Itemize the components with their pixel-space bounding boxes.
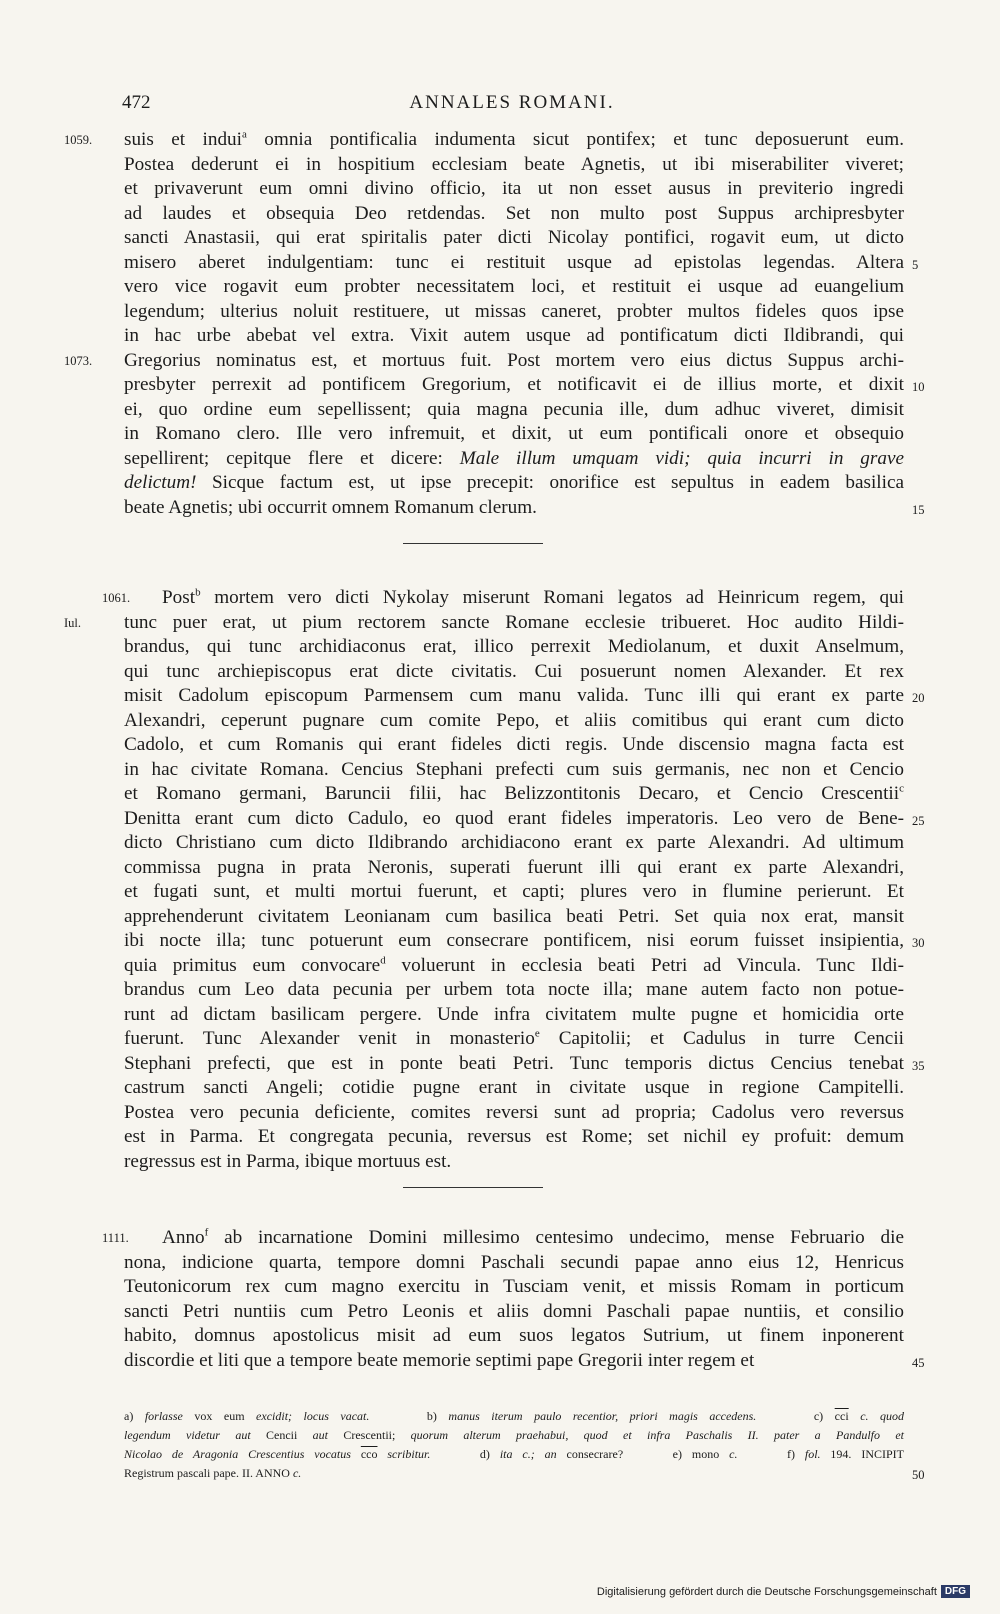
text-line: est in Parma. Et congregata pecunia, reversus est Rome; set nichil ey profuit: demum (124, 1126, 904, 1147)
section-separator (403, 543, 543, 544)
section-1061 (64, 586, 925, 1174)
text-line: sepellirent; cepitque flere et dicere: Male illum umquam vidi; quia incurri in grave (124, 447, 904, 469)
text-line: in Romano clero. Ille vero infremuit, et dixit, ut eum pontificali onore et obsequio (124, 423, 904, 444)
text-line: misero aberet indulgentiam: tunc ei restituit usque ad epistolas legendas. Altera 5 (124, 251, 904, 276)
text-line: fuerunt. Tunc Alexander venit in monasterio$^e$ Capitolii; et Cadulus in turre Cencii (124, 1027, 904, 1049)
text-line: brandus, qui tunc archidiaconus erat, illico perrexit Mediolanum, et duxit Anselmum, (124, 636, 904, 657)
dfg-logo: DFG (941, 1585, 970, 1598)
section-separator (403, 1187, 543, 1188)
footnotes (124, 1407, 925, 1483)
text-line: sancti Anastasii, qui erat spiritalis pater dicti Nicolay pontifici, rogavit eum, ut dicto (124, 227, 904, 248)
margin-year: 1061. (102, 591, 131, 605)
text-line: ad laudes et obsequia Deo retdendas. Set non multo post Suppus archipresbyter (124, 202, 904, 224)
margin-year: 1059. (64, 133, 93, 147)
text-line: Postea dederunt ei in hospitium ecclesiam beate Agnetis, ut ibi miserabiliter viveret; (124, 153, 904, 175)
text-line: sancti Petri nuntiis cum Petro Leonis et aliis domni Paschali papae nuntiis, et consilio (124, 1300, 904, 1322)
page-number: 472 (122, 92, 151, 113)
line-number: 15 (912, 502, 925, 517)
text-line: Stephani prefecti, que est in ponte beati Petri. Tunc temporis dictus Cencius tenebat 35 (124, 1052, 904, 1077)
text-line: delictum! Sicque factum est, ut ipse precepit: onorifice est sepultus in eadem basilica (124, 472, 904, 493)
text-line: Teutonicorum rex cum magno exercitu in Tusciam venit, et missis Romam in porticum (124, 1276, 904, 1297)
text-line: habito, domnus apostolicus misit ad eum suos legatos Sutrium, ut finem inponerent (124, 1325, 904, 1346)
text-line: presbyter perrexit ad pontificem Gregorium, et notificavit ei de illius morte, et dixit 10 (124, 373, 904, 398)
text-line: nona, indicione quarta, tempore domni Paschali secundi papae anno eius 12, Henricus (124, 1251, 904, 1273)
text-line: apprehenderunt civitatem Leonianam cum basilica beati Petri. Set quia nox erat, mansit (124, 905, 904, 927)
text-line: regressus est in Parma, ibique mortuus est. (124, 1150, 452, 1172)
text-line: Gregorius nominatus est, et mortuus fuit. Post mortem vero eius dictus Suppus archi- 1073. (124, 349, 904, 374)
text-line: discordie et liti que a tempore beate memorie septimi pape Gregorii inter regem et 45 (124, 1349, 904, 1374)
footnote-line: legendum videtur aut Cencii aut Crescentii; quorum alterum praehabui, quod et infra Paschalis II. pater a Pandulfo et (124, 1428, 905, 1442)
footer (597, 1585, 970, 1598)
line-number: 45 (912, 1355, 925, 1370)
text-line: et fugati sunt, et multi mortui fuerunt, et capti; plures vero in flumine perierunt. Et (124, 881, 904, 902)
line-number: 5 (912, 257, 919, 272)
text-line: Postea vero pecunia deficiente, comites reversi sunt ad propria; Cadolus vero reversus (124, 1101, 904, 1123)
footnote-line: Nicolao de Aragonia Crescentius vocatus $\overline{cco}$ scribitur. d) ita c.; an consecrare? e) mono c. f) fol. 194. INCIPIT (124, 1447, 904, 1461)
text-line: beate Agnetis; ubi occurrit omnem Romanum clerum. 15 (124, 496, 904, 521)
text-line: Anno$^f$ ab incarnatione Domini millesimo centesimo undecimo, mense Februario die 1111. (124, 1226, 904, 1251)
footnote-line: Registrum pascali pape. II. ANNO c. 50 (124, 1464, 904, 1483)
section-1111 (102, 1226, 925, 1373)
margin-year: Iul. (64, 615, 82, 630)
text-line: et Romano germani, Baruncii filii, hac Belizzontitonis Decaro, et Cencio Crescentii$^c$ (124, 782, 904, 804)
footnote-line: a) forlasse vox eum excidit; locus vacat. b) manus iterum paulo recentior, priori magis accedens. c) $\overline{cci}$ c. quod (124, 1409, 905, 1423)
line-number: 30 (912, 936, 925, 950)
text-line: vero vice rogavit eum probter necessitatem loci, et restituit ei usque ad euangelium (124, 276, 904, 297)
text-line: et privaverunt eum omni divino officio, ita ut non esset ausus in previterio ingredi (124, 178, 904, 199)
footer-credit: Digitalisierung gefördert durch die Deutsche Forschungsgemeinschaft (596, 1585, 937, 1598)
text-line: castrum sancti Angeli; cotidie pugne erant in civitate usque in regione Campitelli. (124, 1077, 904, 1098)
section-1059 (64, 128, 925, 520)
text-line: tunc puer erat, ut pium rectorem sancte Romane ecclesie tribueret. Hoc audito Hildi- Iul. (124, 611, 904, 636)
page-header (122, 92, 902, 118)
text-line: Denitta erant cum dicto Cadulo, eo quod erant fideles imperatoris. Leo vero de Bene- 25 (124, 807, 904, 832)
text-line: qui tunc archiepiscopus erat dicte civitatis. Cui posuerunt nomen Alexander. Et rex (124, 660, 904, 682)
line-number: 35 (912, 1058, 925, 1073)
text-line: runt ad dictam basilicam pergere. Unde infra civitatem multe pugne et homicidia orte (124, 1003, 904, 1025)
margin-year: 1111. (102, 1231, 129, 1245)
text-line: in hac urbe abebat vel extra. Vixit autem usque ad pontificatum dicti Ildibrandi, qui (124, 325, 904, 346)
text-line: quia primitus eum convocare$^d$ voluerunt in ecclesia beati Petri ad Vincula. Tunc Ildi- (124, 954, 904, 976)
text-line: misit Cadolum episcopum Parmensem cum manu valida. Tunc illi qui erant ex parte 20 (124, 684, 904, 709)
text-line: brandus cum Leo data pecunia per urbem tota nocte illa; mane autem facto non potue- (124, 979, 904, 1000)
text-line: dicto Christiano cum dicto Ildibrando archidiacono erant ex parte Alexandri. Ad ultimum (124, 832, 904, 853)
line-number: 20 (912, 691, 925, 705)
text-line: legendum; ulterius noluit restituere, ut missas caneret, probter multos fideles quos ipse (124, 300, 904, 322)
line-number: 50 (912, 1468, 925, 1482)
running-title: ANNALES ROMANI. (409, 92, 615, 113)
text-line: Cadolo, et cum Romanis qui erant fideles dicti regis. Unde discensio magna facta est (124, 734, 904, 755)
text-line: ibi nocte illa; tunc potuerunt eum consecrare pontificem, nisi eorum fuisset insipientia, 30 (124, 929, 904, 954)
line-number: 10 (912, 380, 925, 394)
text-line: Alexandri, ceperunt pugnare cum comite Pepo, et aliis comitibus qui erant cum dicto (124, 709, 904, 731)
text-line: suis et indui$^a$ omnia pontificalia indumenta sicut pontifex; et tunc deposuerunt eum. 1059. (124, 128, 904, 153)
margin-year: 1073. (64, 353, 93, 368)
text-line: in hac civitate Romana. Cencius Stephani prefecti cum suis germanis, nec non et Cencio (124, 758, 904, 780)
text-line: ei, quo ordine eum sepellissent; quia magna pecunia ille, dum adhuc viveret, dimisit (124, 398, 904, 420)
line-number: 25 (912, 813, 925, 828)
text-line: Post$^b$ mortem vero dicti Nykolay miserunt Romani legatos ad Heinricum regem, qui 1061. (124, 586, 904, 611)
text-line: commissa pugna in prata Neronis, superati fuerunt illi qui erant ex parte Alexandri, (124, 856, 904, 878)
